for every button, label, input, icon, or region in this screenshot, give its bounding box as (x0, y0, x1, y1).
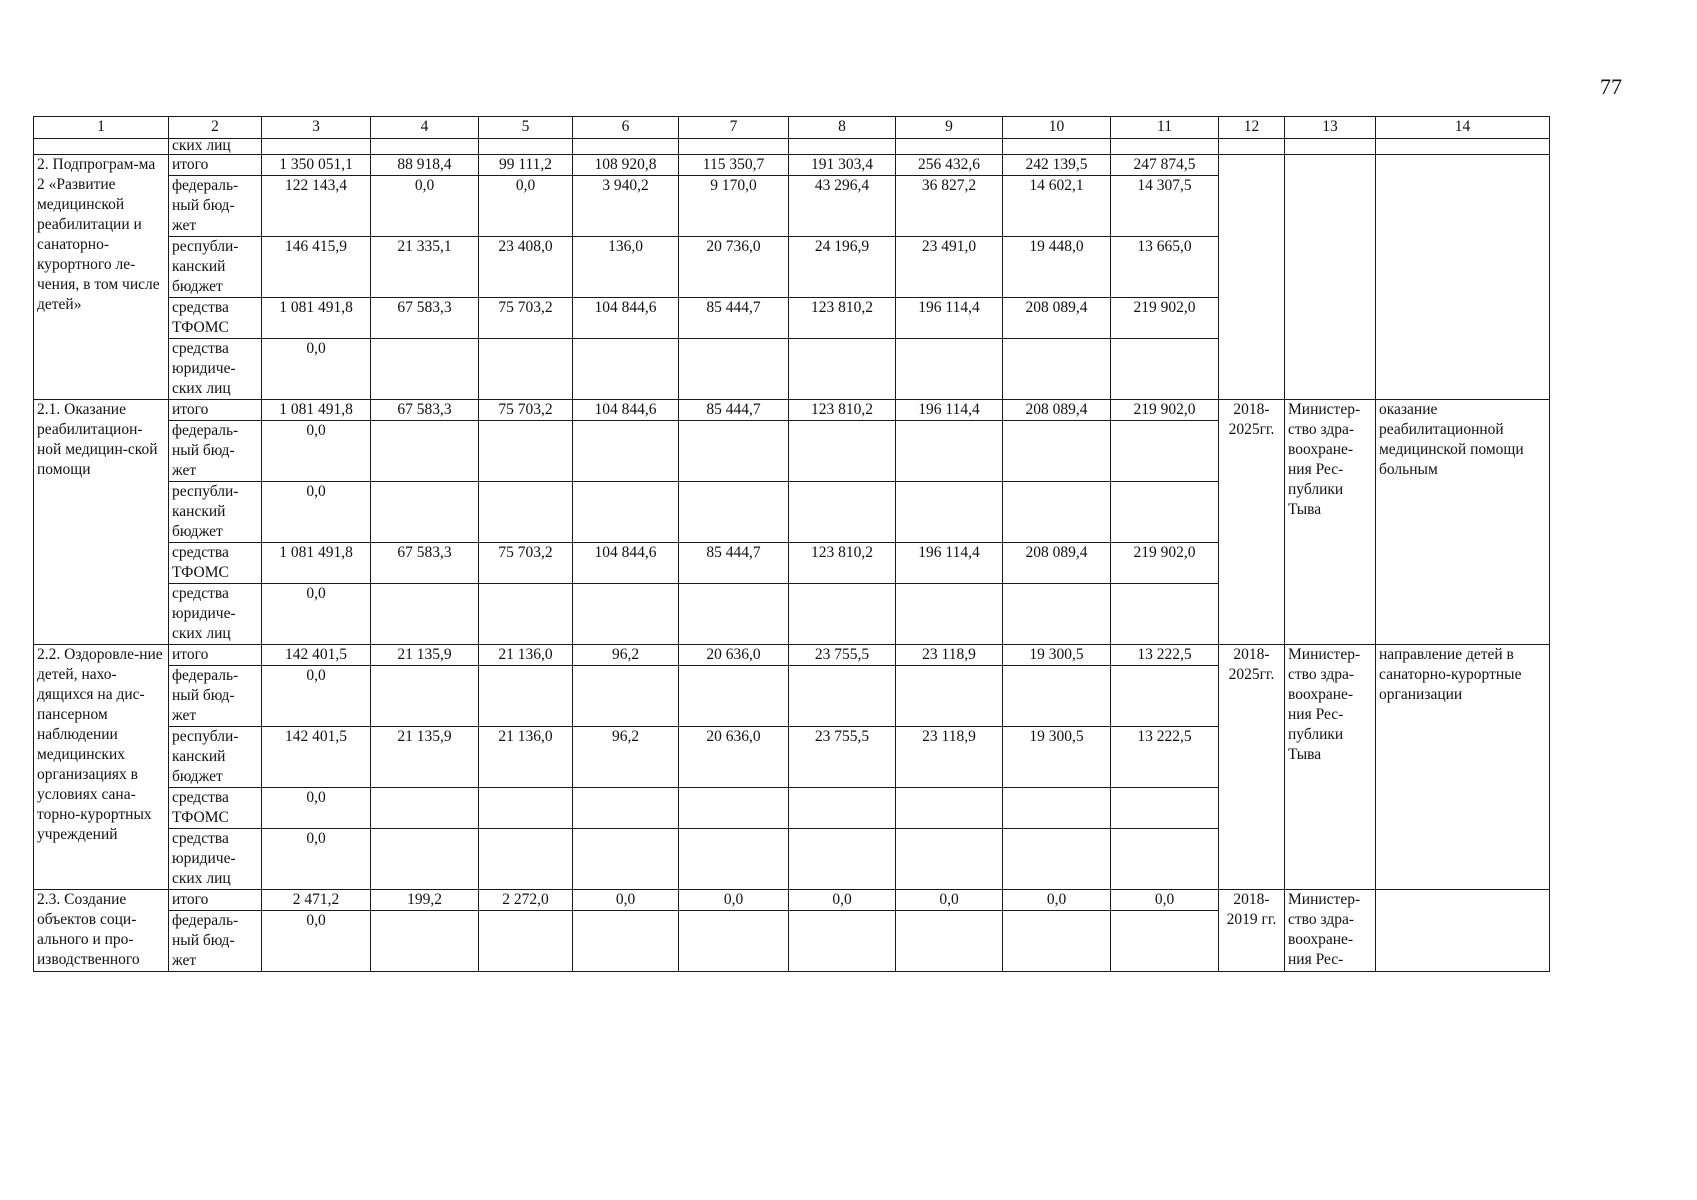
amount-cell: 2 272,0 (479, 890, 573, 911)
amount-cell (1003, 911, 1111, 972)
amount-cell (679, 421, 789, 482)
period-cell: 2018-2019 гг. (1219, 890, 1285, 972)
table-cell (479, 139, 573, 155)
amount-cell: 142 401,5 (262, 645, 371, 666)
amount-cell (573, 584, 679, 645)
amount-cell (789, 829, 896, 890)
funding-source: республи-канский бюджет (169, 727, 262, 788)
amount-cell (896, 666, 1003, 727)
funding-source: средства юридиче-ских лиц (169, 339, 262, 400)
amount-cell (371, 666, 479, 727)
amount-cell (1003, 584, 1111, 645)
amount-cell: 23 755,5 (789, 727, 896, 788)
amount-cell (371, 482, 479, 543)
amount-cell (573, 666, 679, 727)
column-header: 5 (479, 117, 573, 139)
amount-cell (573, 339, 679, 400)
amount-cell (479, 788, 573, 829)
amount-cell: 67 583,3 (371, 298, 479, 339)
column-header: 6 (573, 117, 679, 139)
amount-cell: 208 089,4 (1003, 543, 1111, 584)
column-header: 3 (262, 117, 371, 139)
funding-source: федераль-ный бюд-жет (169, 421, 262, 482)
amount-cell: 75 703,2 (479, 298, 573, 339)
amount-cell (371, 788, 479, 829)
amount-cell: 67 583,3 (371, 543, 479, 584)
funding-source: федераль-ный бюд-жет (169, 911, 262, 972)
amount-cell: 256 432,6 (896, 155, 1003, 176)
header-row (34, 117, 1550, 139)
amount-cell (1003, 339, 1111, 400)
amount-cell: 1 081 491,8 (262, 543, 371, 584)
column-header: 8 (789, 117, 896, 139)
amount-cell: 21 135,9 (371, 645, 479, 666)
amount-cell: 191 303,4 (789, 155, 896, 176)
amount-cell (679, 339, 789, 400)
period-cell: 2018-2025гг. (1219, 645, 1285, 890)
amount-cell: 104 844,6 (573, 400, 679, 421)
amount-cell (1111, 339, 1219, 400)
amount-cell: 242 139,5 (1003, 155, 1111, 176)
amount-cell: 14 307,5 (1111, 176, 1219, 237)
table-cell (789, 139, 896, 155)
amount-cell (479, 584, 573, 645)
funding-source: республи-канский бюджет (169, 237, 262, 298)
amount-cell: 199,2 (371, 890, 479, 911)
table-row (34, 645, 1550, 666)
amount-cell (789, 339, 896, 400)
amount-cell: 219 902,0 (1111, 543, 1219, 584)
amount-cell: 85 444,7 (679, 298, 789, 339)
amount-cell: 1 350 051,1 (262, 155, 371, 176)
column-header: 14 (1376, 117, 1550, 139)
amount-cell (371, 584, 479, 645)
amount-cell: 108 920,8 (573, 155, 679, 176)
funding-source: средства ТФОМС (169, 788, 262, 829)
amount-cell: 219 902,0 (1111, 298, 1219, 339)
continuation-row (34, 139, 1550, 155)
amount-cell (573, 421, 679, 482)
amount-cell (896, 482, 1003, 543)
amount-cell: 0,0 (262, 788, 371, 829)
executor-cell: Министер-ство здра-воохране-ния Рес-публики Тыва (1285, 645, 1376, 890)
amount-cell: 0,0 (262, 911, 371, 972)
amount-cell: 247 874,5 (1111, 155, 1219, 176)
table-cell (262, 139, 371, 155)
executor-cell: Министер-ство здра-воохране-ния Рес- (1285, 890, 1376, 972)
funding-source: итого (169, 155, 262, 176)
amount-cell (896, 829, 1003, 890)
amount-cell: 85 444,7 (679, 400, 789, 421)
result-cell (1376, 890, 1550, 972)
amount-cell (1003, 421, 1111, 482)
result-cell: направление детей в санаторно-курортные организации (1376, 645, 1550, 890)
amount-cell: 36 827,2 (896, 176, 1003, 237)
amount-cell: 0,0 (573, 890, 679, 911)
amount-cell (896, 911, 1003, 972)
table-cell (1285, 139, 1376, 155)
amount-cell: 1 081 491,8 (262, 400, 371, 421)
amount-cell (789, 788, 896, 829)
amount-cell: 208 089,4 (1003, 400, 1111, 421)
amount-cell (679, 666, 789, 727)
table-cell (573, 139, 679, 155)
amount-cell: 0,0 (262, 482, 371, 543)
table-cell (1003, 139, 1111, 155)
amount-cell: 0,0 (1003, 890, 1111, 911)
funding-source: средства юридиче-ских лиц (169, 829, 262, 890)
amount-cell (1003, 788, 1111, 829)
table-body (34, 117, 1550, 972)
amount-cell: 9 170,0 (679, 176, 789, 237)
amount-cell: 0,0 (789, 890, 896, 911)
amount-cell: 196 114,4 (896, 400, 1003, 421)
amount-cell (1003, 666, 1111, 727)
amount-cell (479, 829, 573, 890)
amount-cell: 19 448,0 (1003, 237, 1111, 298)
amount-cell: 0,0 (1111, 890, 1219, 911)
amount-cell: 196 114,4 (896, 298, 1003, 339)
amount-cell: 23 491,0 (896, 237, 1003, 298)
amount-cell (789, 421, 896, 482)
amount-cell (896, 421, 1003, 482)
amount-cell: 136,0 (573, 237, 679, 298)
amount-cell: 123 810,2 (789, 543, 896, 584)
amount-cell: 104 844,6 (573, 543, 679, 584)
activity-name: 2.1. Оказание реабилитацион-ной медицин-ской помощи (34, 400, 169, 645)
amount-cell (479, 421, 573, 482)
amount-cell: 43 296,4 (789, 176, 896, 237)
amount-cell (896, 584, 1003, 645)
column-header: 4 (371, 117, 479, 139)
amount-cell: 21 135,9 (371, 727, 479, 788)
result-cell: оказание реабилитационной медицинской помощи больным (1376, 400, 1550, 645)
table-row (34, 155, 1550, 176)
amount-cell: 0,0 (262, 421, 371, 482)
period-cell: 2018-2025гг. (1219, 400, 1285, 645)
amount-cell (679, 482, 789, 543)
budget-table (33, 116, 1550, 972)
amount-cell: 23 118,9 (896, 727, 1003, 788)
column-header: 7 (679, 117, 789, 139)
table-cell (1376, 139, 1550, 155)
amount-cell (573, 911, 679, 972)
funding-source: итого (169, 645, 262, 666)
amount-cell: 14 602,1 (1003, 176, 1111, 237)
activity-name: 2.2. Оздоровле-ние детей, нахо-дящихся на дис-пансерном наблюдении медицинских организациях в условиях сана-торно-курортных учреждений (34, 645, 169, 890)
executor-cell (1285, 155, 1376, 400)
amount-cell: 75 703,2 (479, 543, 573, 584)
amount-cell: 115 350,7 (679, 155, 789, 176)
amount-cell (1111, 911, 1219, 972)
column-header: 12 (1219, 117, 1285, 139)
amount-cell (1111, 666, 1219, 727)
amount-cell (479, 666, 573, 727)
amount-cell (679, 911, 789, 972)
amount-cell (789, 482, 896, 543)
column-header: 9 (896, 117, 1003, 139)
amount-cell (1111, 482, 1219, 543)
amount-cell: 20 636,0 (679, 645, 789, 666)
column-header: 10 (1003, 117, 1111, 139)
amount-cell: 21 136,0 (479, 645, 573, 666)
amount-cell: 219 902,0 (1111, 400, 1219, 421)
funding-source: средства юридиче-ских лиц (169, 584, 262, 645)
amount-cell (371, 421, 479, 482)
funding-source: итого (169, 400, 262, 421)
amount-cell: 13 222,5 (1111, 645, 1219, 666)
amount-cell (896, 788, 1003, 829)
amount-cell (1003, 482, 1111, 543)
executor-cell: Министер-ство здра-воохране-ния Рес-публики Тыва (1285, 400, 1376, 645)
result-cell (1376, 155, 1550, 400)
funding-source: федераль-ный бюд-жет (169, 176, 262, 237)
amount-cell: 67 583,3 (371, 400, 479, 421)
column-header: 1 (34, 117, 169, 139)
amount-cell: 19 300,5 (1003, 727, 1111, 788)
amount-cell: 20 636,0 (679, 727, 789, 788)
amount-cell: 75 703,2 (479, 400, 573, 421)
amount-cell: 208 089,4 (1003, 298, 1111, 339)
amount-cell: 21 335,1 (371, 237, 479, 298)
amount-cell: 0,0 (262, 829, 371, 890)
amount-cell (1003, 829, 1111, 890)
column-header: 13 (1285, 117, 1376, 139)
amount-cell: 0,0 (262, 584, 371, 645)
amount-cell: 13 665,0 (1111, 237, 1219, 298)
amount-cell (1111, 421, 1219, 482)
amount-cell: 1 081 491,8 (262, 298, 371, 339)
amount-cell (789, 666, 896, 727)
funding-source: федераль-ный бюд-жет (169, 666, 262, 727)
column-header: 2 (169, 117, 262, 139)
amount-cell: 0,0 (896, 890, 1003, 911)
table-row (34, 400, 1550, 421)
amount-cell (479, 339, 573, 400)
amount-cell: 13 222,5 (1111, 727, 1219, 788)
amount-cell: 0,0 (679, 890, 789, 911)
amount-cell: 3 940,2 (573, 176, 679, 237)
amount-cell (573, 482, 679, 543)
funding-source: итого (169, 890, 262, 911)
amount-cell (679, 584, 789, 645)
amount-cell: 0,0 (262, 666, 371, 727)
amount-cell: 196 114,4 (896, 543, 1003, 584)
amount-cell: 23 118,9 (896, 645, 1003, 666)
amount-cell: 0,0 (262, 339, 371, 400)
amount-cell: 21 136,0 (479, 727, 573, 788)
amount-cell: 99 111,2 (479, 155, 573, 176)
table-cell (1111, 139, 1219, 155)
funding-source: ских лиц (169, 139, 262, 155)
table-cell (896, 139, 1003, 155)
column-header: 11 (1111, 117, 1219, 139)
funding-source: средства ТФОМС (169, 298, 262, 339)
table-cell (679, 139, 789, 155)
amount-cell: 23 408,0 (479, 237, 573, 298)
amount-cell: 123 810,2 (789, 298, 896, 339)
amount-cell (371, 339, 479, 400)
activity-name: 2.3. Создание объектов соци-ального и про-изводственного (34, 890, 169, 972)
amount-cell (1111, 584, 1219, 645)
amount-cell (573, 788, 679, 829)
amount-cell (573, 829, 679, 890)
table-cell (34, 139, 169, 155)
table-row (34, 890, 1550, 911)
amount-cell (1111, 788, 1219, 829)
amount-cell: 146 415,9 (262, 237, 371, 298)
amount-cell (679, 788, 789, 829)
amount-cell: 19 300,5 (1003, 645, 1111, 666)
amount-cell: 123 810,2 (789, 400, 896, 421)
amount-cell: 85 444,7 (679, 543, 789, 584)
amount-cell: 96,2 (573, 727, 679, 788)
amount-cell (896, 339, 1003, 400)
amount-cell (371, 911, 479, 972)
amount-cell: 104 844,6 (573, 298, 679, 339)
amount-cell: 0,0 (479, 176, 573, 237)
amount-cell (479, 482, 573, 543)
amount-cell: 88 918,4 (371, 155, 479, 176)
amount-cell: 24 196,9 (789, 237, 896, 298)
funding-source: республи-канский бюджет (169, 482, 262, 543)
amount-cell: 20 736,0 (679, 237, 789, 298)
funding-source: средства ТФОМС (169, 543, 262, 584)
amount-cell (789, 911, 896, 972)
period-cell (1219, 155, 1285, 400)
amount-cell: 2 471,2 (262, 890, 371, 911)
amount-cell (1111, 829, 1219, 890)
amount-cell (371, 829, 479, 890)
table-cell (371, 139, 479, 155)
amount-cell: 122 143,4 (262, 176, 371, 237)
amount-cell: 142 401,5 (262, 727, 371, 788)
table-cell (1219, 139, 1285, 155)
amount-cell: 0,0 (371, 176, 479, 237)
page-number: 77 (1600, 74, 1622, 99)
activity-name: 2. Подпрограм-ма 2 «Развитие медицинской реабилитации и санаторно-курортного ле-чения, в том числе детей» (34, 155, 169, 400)
amount-cell (479, 911, 573, 972)
amount-cell (789, 584, 896, 645)
amount-cell: 23 755,5 (789, 645, 896, 666)
amount-cell: 96,2 (573, 645, 679, 666)
amount-cell (679, 829, 789, 890)
